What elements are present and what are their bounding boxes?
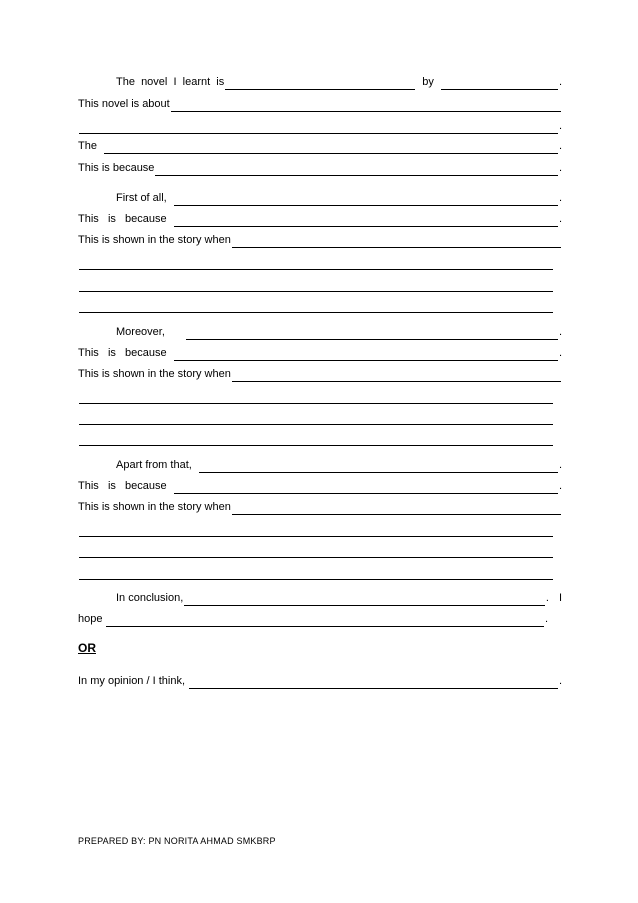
para1-shown-label: This is shown in the story when: [78, 234, 231, 246]
para2-blank-line-3: [78, 430, 554, 446]
para1-opener-blank[interactable]: [174, 194, 558, 206]
period: .: [558, 675, 562, 687]
conclusion-opener: In conclusion,: [116, 592, 184, 604]
hope-blank[interactable]: [106, 615, 543, 627]
intro-line-4: [78, 138, 562, 154]
para1-shown-line: [78, 232, 562, 248]
because-blank[interactable]: [155, 164, 558, 176]
para2-because-line: [78, 345, 562, 361]
para3-because-blank[interactable]: [174, 482, 558, 494]
conclusion-opener-line: [78, 590, 562, 606]
para1-because-line: [78, 211, 562, 227]
period: .: [545, 592, 549, 604]
period: .: [558, 120, 562, 132]
footer-prepared-by: PREPARED BY: PN NORITA AHMAD SMKBRP: [78, 836, 276, 846]
para2-shown-blank[interactable]: [232, 370, 561, 382]
para1-writing-blank[interactable]: [79, 280, 553, 292]
para3-shown-line: [78, 499, 562, 515]
period: .: [558, 213, 562, 225]
about-blank[interactable]: [171, 100, 561, 112]
about-blank-continued[interactable]: [79, 122, 558, 134]
opinion-line: [78, 673, 562, 689]
author-blank[interactable]: [441, 78, 558, 90]
para3-opener-blank[interactable]: [199, 461, 558, 473]
para2-shown-line: [78, 366, 562, 382]
intro-line-5: [78, 160, 562, 176]
intro-novel-label: The novel I learnt is: [116, 76, 225, 88]
novel-title-blank[interactable]: [225, 78, 415, 90]
para2-writing-blank[interactable]: [79, 413, 553, 425]
para3-writing-blank[interactable]: [79, 568, 553, 580]
conclusion-blank[interactable]: [184, 594, 545, 606]
period: .: [558, 162, 562, 174]
conclusion-i-label: I: [558, 592, 562, 604]
para3-opener: Apart from that,: [116, 459, 192, 471]
period: .: [558, 480, 562, 492]
para3-shown-blank[interactable]: [232, 503, 561, 515]
para2-opener-line: [78, 324, 562, 340]
para2-opener-blank[interactable]: [186, 328, 558, 340]
para2-blank-line-2: [78, 409, 554, 425]
intro-line-1: [78, 74, 562, 90]
period: .: [558, 459, 562, 471]
period: .: [558, 326, 562, 338]
para1-because-label: This is because: [78, 213, 167, 225]
opinion-blank[interactable]: [189, 677, 558, 689]
period: .: [558, 140, 562, 152]
para2-shown-label: This is shown in the story when: [78, 368, 231, 380]
para3-blank-line-3: [78, 564, 554, 580]
intro-by-label: by: [422, 76, 434, 88]
opinion-label: In my opinion / I think,: [78, 675, 185, 687]
para3-writing-blank[interactable]: [79, 546, 553, 558]
para2-writing-blank[interactable]: [79, 392, 553, 404]
para1-writing-blank[interactable]: [79, 258, 553, 270]
conclusion-hope-line: [78, 611, 562, 627]
conclusion-hope-label: hope: [78, 613, 103, 625]
para2-writing-blank[interactable]: [79, 434, 553, 446]
or-line: [78, 640, 562, 656]
para1-blank-line-3: [78, 297, 554, 313]
para3-blank-line-2: [78, 542, 554, 558]
period: .: [558, 347, 562, 359]
para1-opener: First of all,: [116, 192, 167, 204]
intro-about-label: This novel is about: [78, 98, 170, 110]
para2-blank-line-1: [78, 388, 554, 404]
the-blank[interactable]: [104, 142, 558, 154]
para3-blank-line-1: [78, 521, 554, 537]
para1-blank-line-1: [78, 254, 554, 270]
para1-blank-line-2: [78, 276, 554, 292]
para3-because-line: [78, 478, 562, 494]
intro-because-label: This is because: [78, 162, 155, 174]
intro-line-2: [78, 96, 562, 112]
para3-because-label: This is because: [78, 480, 167, 492]
period: .: [558, 76, 562, 88]
period: .: [544, 613, 548, 625]
para3-writing-blank[interactable]: [79, 525, 553, 537]
para2-because-label: This is because: [78, 347, 167, 359]
para1-because-blank[interactable]: [174, 215, 558, 227]
intro-the-label: The: [78, 140, 97, 152]
para1-shown-blank[interactable]: [232, 236, 561, 248]
period: .: [558, 192, 562, 204]
para2-opener: Moreover,: [116, 326, 165, 338]
para2-because-blank[interactable]: [174, 349, 558, 361]
para3-opener-line: [78, 457, 562, 473]
or-heading: OR: [78, 641, 96, 655]
para1-writing-blank[interactable]: [79, 301, 553, 313]
para3-shown-label: This is shown in the story when: [78, 501, 231, 513]
para1-opener-line: [78, 190, 562, 206]
intro-line-3: [78, 118, 562, 134]
